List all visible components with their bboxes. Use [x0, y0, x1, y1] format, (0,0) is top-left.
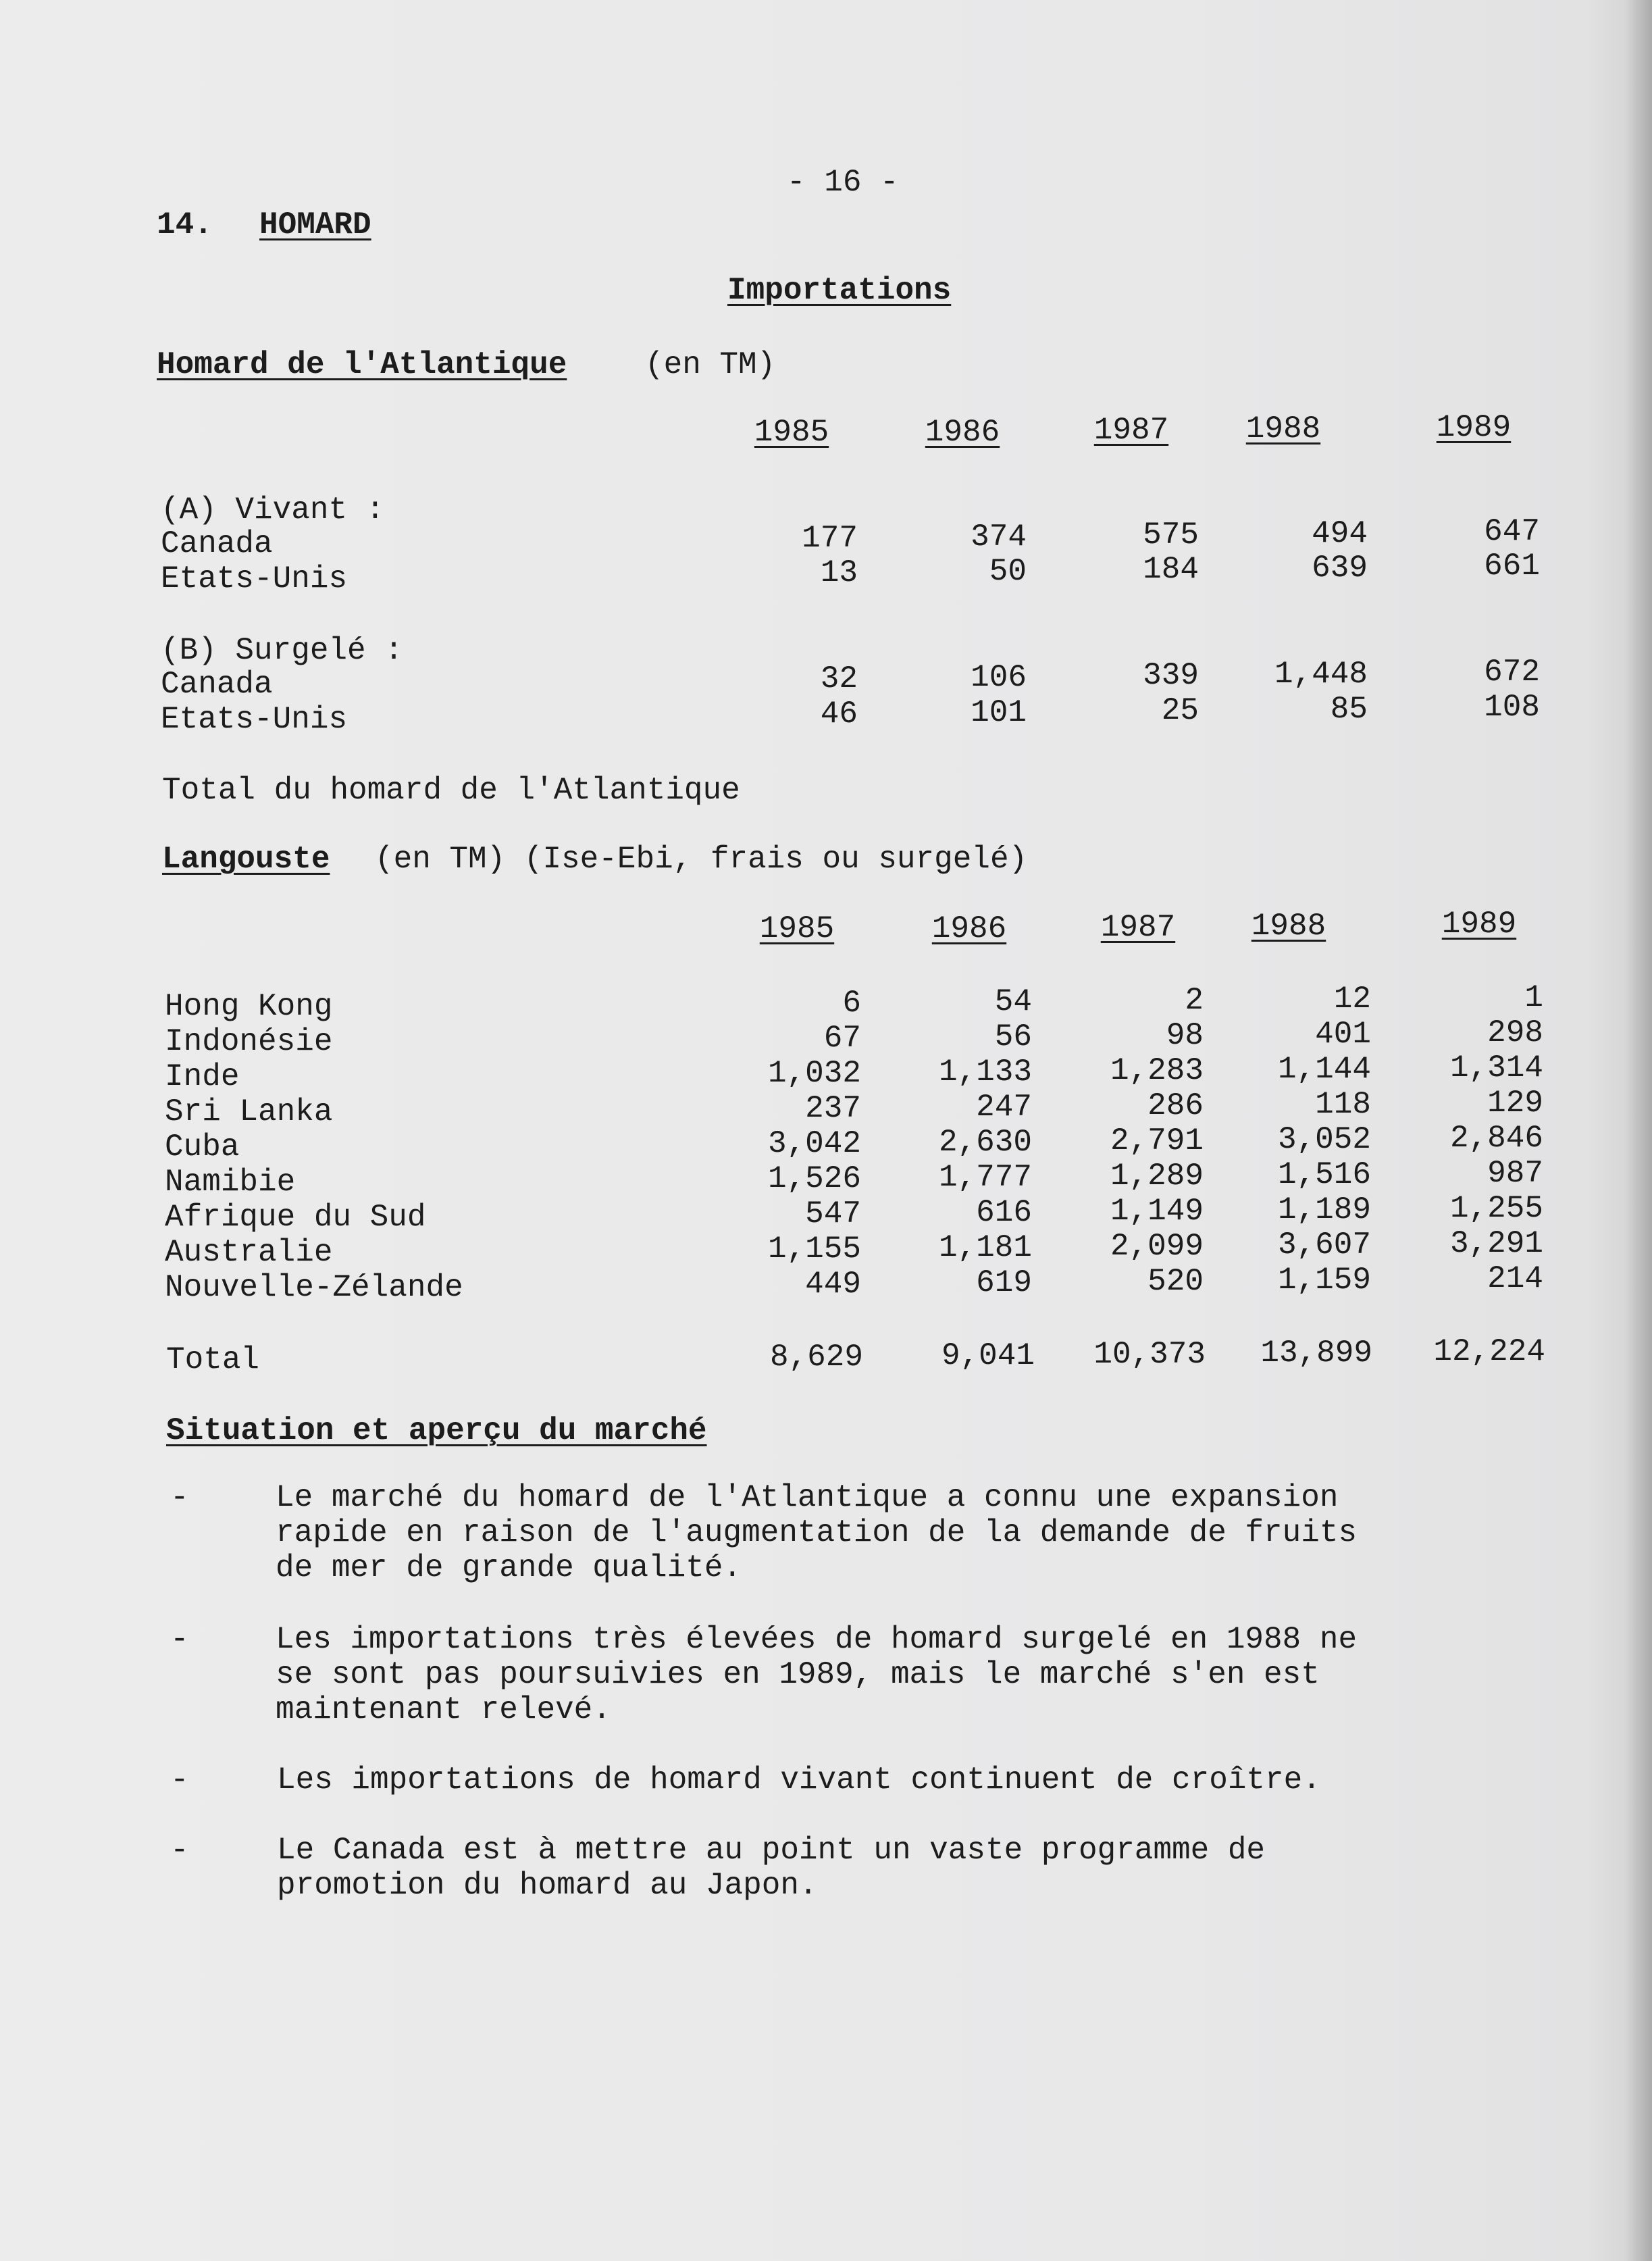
table-cell: 56 — [994, 1019, 1032, 1055]
atlantic-year-header: 1988 — [1245, 411, 1321, 447]
table-cell: 520 — [1147, 1264, 1204, 1299]
table-cell: 1,283 — [1110, 1053, 1204, 1088]
table-cell: 1,133 — [938, 1055, 1032, 1090]
table-cell: 1,516 — [1277, 1157, 1371, 1192]
row-label: Afrique du Sud — [165, 1200, 426, 1235]
table-cell: 12 — [1333, 982, 1371, 1017]
table-cell: 494 — [1312, 516, 1368, 551]
bullet-marker: - — [170, 1480, 189, 1515]
row-label: Indonésie — [165, 1024, 333, 1059]
table-cell: 237 — [805, 1091, 861, 1126]
section-title: HOMARD — [259, 207, 371, 243]
table-cell: 639 — [1312, 551, 1368, 586]
table-cell: 50 — [989, 554, 1027, 589]
section-number: 14. — [157, 207, 213, 243]
importations-heading: Importations — [727, 273, 952, 308]
table-cell: 401 — [1315, 1017, 1371, 1052]
table-cell: 214 — [1487, 1261, 1543, 1296]
bullet-line: Les importations de homard vivant continuent de croître. — [277, 1762, 1321, 1798]
table-cell: 118 — [1315, 1087, 1371, 1122]
langouste-unit: (en TM) (Ise-Ebi, frais ou surgelé) — [375, 842, 1028, 877]
table-cell: 1,144 — [1277, 1052, 1371, 1087]
table-cell: 25 — [1161, 693, 1199, 728]
table-cell: 1,255 — [1449, 1191, 1543, 1226]
langouste-year-header: 1989 — [1441, 907, 1517, 942]
table-cell: 1,149 — [1110, 1194, 1204, 1229]
table-cell: 1,189 — [1277, 1192, 1371, 1227]
live-label: (A) Vivant : — [161, 492, 385, 528]
table-cell: 1,159 — [1277, 1263, 1371, 1298]
table-cell: 3,607 — [1277, 1227, 1371, 1263]
table-cell: 286 — [1147, 1088, 1204, 1123]
atlantic-year-header: 1989 — [1436, 410, 1512, 445]
table-cell: 661 — [1484, 549, 1540, 584]
langouste-year-header: 1985 — [759, 911, 835, 946]
table-cell: 3,042 — [767, 1126, 861, 1161]
table-cell: 54 — [994, 984, 1032, 1019]
frozen-label: (B) Surgelé : — [161, 633, 403, 668]
bullet-marker: - — [170, 1622, 189, 1657]
table-cell: 13 — [820, 555, 858, 590]
bullet-marker: - — [170, 1762, 189, 1798]
row-label: Australie — [165, 1235, 333, 1270]
langouste-year-header: 1988 — [1251, 909, 1326, 944]
table-cell: 2,846 — [1449, 1121, 1543, 1156]
table-cell: 1,448 — [1274, 657, 1368, 692]
atlantic-year-header: 1985 — [754, 415, 829, 450]
bullet-line: rapide en raison de l'augmentation de la demande de fruits — [276, 1515, 1358, 1550]
table-cell: 987 — [1487, 1156, 1543, 1191]
atlantic-year-header: 1986 — [925, 415, 1000, 450]
table-cell: 2,791 — [1110, 1123, 1204, 1159]
table-cell: 101 — [971, 695, 1027, 730]
table-cell: 108 — [1484, 690, 1540, 725]
row-label: Etats-Unis — [161, 561, 348, 596]
table-cell: 374 — [971, 519, 1027, 555]
table-cell: 672 — [1484, 655, 1540, 690]
table-cell: 1 — [1524, 980, 1543, 1015]
row-label: Canada — [161, 526, 273, 561]
atlantic-heading: Homard de l'Atlantique — [157, 347, 567, 382]
total-cell: 10,373 — [1093, 1337, 1206, 1372]
table-cell: 177 — [802, 521, 858, 556]
row-label: Namibie — [165, 1165, 296, 1200]
table-cell: 67 — [823, 1021, 861, 1056]
atlantic-total-label: Total du homard de l'Atlantique — [162, 773, 740, 808]
table-cell: 106 — [971, 660, 1027, 695]
table-cell: 46 — [820, 696, 858, 732]
table-cell: 619 — [976, 1265, 1032, 1300]
langouste-year-header: 1986 — [931, 911, 1007, 946]
atlantic-unit: (en TM) — [645, 347, 776, 382]
table-cell: 575 — [1143, 517, 1199, 553]
total-label: Total — [166, 1342, 260, 1377]
table-cell: 1,526 — [767, 1161, 861, 1196]
table-cell: 247 — [976, 1090, 1032, 1125]
table-cell: 1,314 — [1449, 1050, 1543, 1086]
total-cell: 8,629 — [769, 1340, 863, 1375]
table-cell: 616 — [976, 1195, 1032, 1230]
bullet-line: de mer de grande qualité. — [276, 1550, 742, 1585]
total-cell: 9,041 — [941, 1338, 1035, 1373]
table-cell: 339 — [1143, 658, 1199, 693]
row-label: Canada — [161, 667, 273, 702]
table-cell: 184 — [1143, 552, 1199, 587]
page-edge-shadow — [1625, 0, 1652, 2261]
table-cell: 449 — [805, 1267, 861, 1302]
page-number: - 16 - — [787, 165, 899, 200]
bullet-line: Le Canada est à mettre au point un vaste programme de — [277, 1833, 1266, 1868]
table-cell: 1,155 — [767, 1231, 861, 1267]
row-label: Inde — [165, 1059, 240, 1094]
table-cell: 6 — [842, 986, 861, 1021]
bullet-line: se sont pas poursuivies en 1989, mais le marché s'en est — [276, 1657, 1320, 1692]
row-label: Nouvelle-Zélande — [165, 1270, 463, 1305]
bullet-line: Le marché du homard de l'Atlantique a connu une expansion — [276, 1480, 1339, 1515]
table-cell: 85 — [1330, 692, 1368, 727]
table-cell: 32 — [820, 661, 858, 696]
row-label: Etats-Unis — [161, 702, 348, 737]
langouste-heading: Langouste — [162, 842, 330, 877]
table-cell: 3,291 — [1449, 1226, 1543, 1261]
row-label: Sri Lanka — [165, 1094, 333, 1129]
table-cell: 1,181 — [938, 1230, 1032, 1265]
table-cell: 2,630 — [938, 1125, 1032, 1160]
total-cell: 12,224 — [1433, 1334, 1545, 1369]
bullet-line: maintenant relevé. — [276, 1692, 611, 1727]
table-cell: 298 — [1487, 1015, 1543, 1050]
table-cell: 2,099 — [1110, 1229, 1204, 1264]
langouste-year-header: 1987 — [1100, 910, 1176, 945]
table-cell: 129 — [1487, 1086, 1543, 1121]
table-cell: 98 — [1166, 1018, 1204, 1053]
row-label: Hong Kong — [165, 989, 333, 1024]
row-label: Cuba — [165, 1129, 240, 1165]
table-cell: 1,032 — [767, 1056, 861, 1091]
market-heading: Situation et aperçu du marché — [166, 1413, 707, 1448]
bullet-line: Les importations très élevées de homard surgelé en 1988 ne — [276, 1622, 1358, 1657]
total-cell: 13,899 — [1260, 1336, 1372, 1371]
atlantic-year-header: 1987 — [1093, 413, 1169, 448]
bullet-marker: - — [170, 1833, 189, 1868]
table-cell: 2 — [1185, 983, 1204, 1018]
table-cell: 1,777 — [938, 1160, 1032, 1195]
table-cell: 647 — [1484, 514, 1540, 549]
table-cell: 3,052 — [1277, 1122, 1371, 1157]
table-cell: 547 — [805, 1196, 861, 1231]
bullet-line: promotion du homard au Japon. — [277, 1868, 818, 1903]
table-cell: 1,289 — [1110, 1159, 1204, 1194]
